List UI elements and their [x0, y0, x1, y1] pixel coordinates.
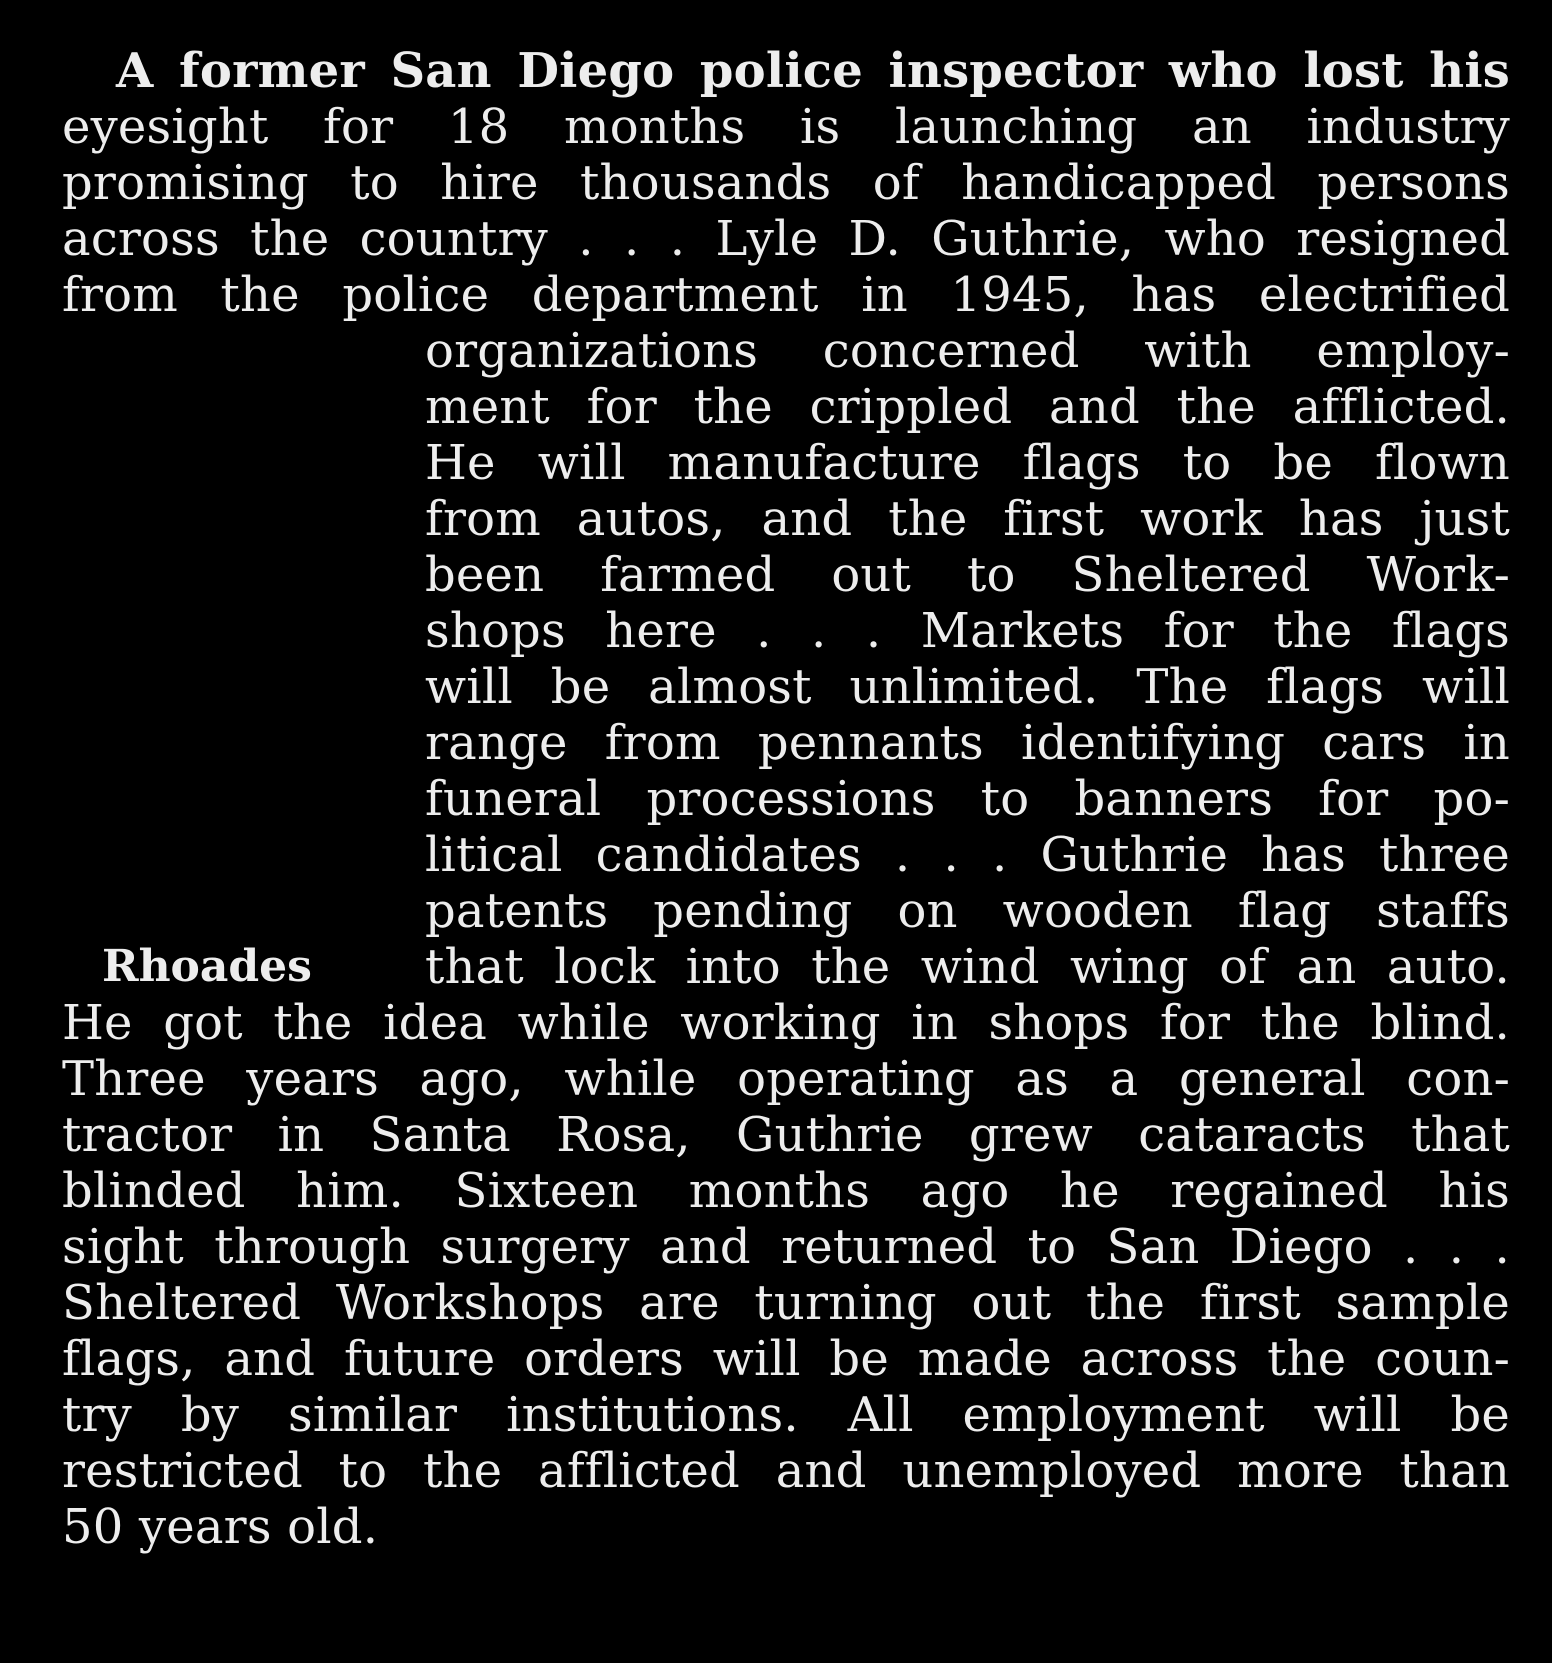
article-lead-line: A former San Diego police inspector who lost his	[116, 43, 1510, 99]
article-last-line: 50 years old.	[62, 1499, 379, 1555]
article-line: from the police department in 1945, has electrified	[62, 267, 1510, 323]
article-line: been farmed out to Sheltered Work-	[425, 547, 1510, 603]
article-line: funeral processions to banners for po-	[425, 771, 1510, 827]
article-line: blinded him. Sixteen months ago he regained his	[62, 1163, 1510, 1219]
article-line: patents pending on wooden flag staffs	[425, 883, 1510, 939]
article-line: try by similar institutions. All employment will be	[62, 1387, 1510, 1443]
article-line: flags, and future orders will be made across the coun-	[62, 1331, 1510, 1387]
article-line: Three years ago, while operating as a general con-	[62, 1051, 1510, 1107]
article-line: sight through surgery and returned to San Diego . . .	[62, 1219, 1510, 1275]
article-line: restricted to the afflicted and unemployed more than	[62, 1443, 1510, 1499]
article-line: promising to hire thousands of handicapped persons	[62, 155, 1510, 211]
photo-caption: Rhoades	[102, 941, 312, 992]
article-line: ment for the crippled and the afflicted.	[425, 379, 1510, 435]
article-line: organizations concerned with employ-	[425, 323, 1510, 379]
article-line: shops here . . . Markets for the flags	[425, 603, 1510, 659]
article-line: that lock into the wind wing of an auto.	[425, 939, 1510, 995]
article-line: range from pennants identifying cars in	[425, 715, 1510, 771]
article-line: He will manufacture flags to be flown	[425, 435, 1510, 491]
article-line: tractor in Santa Rosa, Guthrie grew cataracts that	[62, 1107, 1510, 1163]
article-line: Sheltered Workshops are turning out the first sample	[62, 1275, 1510, 1331]
article-line: across the country . . . Lyle D. Guthrie, who resigned	[62, 211, 1510, 267]
article-line: litical candidates . . . Guthrie has three	[425, 827, 1510, 883]
photo-placeholder	[62, 350, 402, 990]
article-line: He got the idea while working in shops for the blind.	[62, 995, 1510, 1051]
article-line: will be almost unlimited. The flags will	[425, 659, 1510, 715]
article-line: eyesight for 18 months is launching an industry	[62, 99, 1510, 155]
article-line: from autos, and the first work has just	[425, 491, 1510, 547]
